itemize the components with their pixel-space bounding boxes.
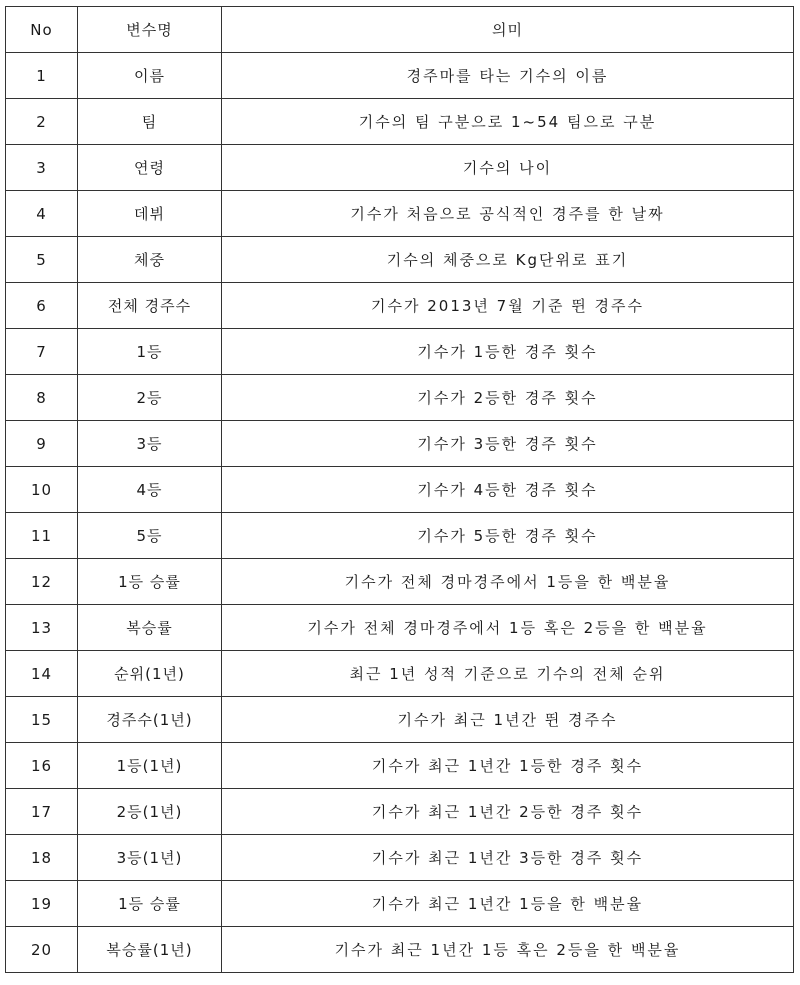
table-row xyxy=(6,191,794,237)
variable-name-cell: 3등 xyxy=(78,421,222,467)
meaning-cell: 기수가 5등한 경주 횟수 xyxy=(222,513,794,559)
meaning-cell: 기수가 2등한 경주 횟수 xyxy=(222,375,794,421)
variable-name-cell: 경주수(1년) xyxy=(78,697,222,743)
header-variable: 변수명 xyxy=(78,7,222,53)
variable-name-cell: 이름 xyxy=(78,53,222,99)
table-body xyxy=(6,53,794,973)
variable-name-cell: 복승률(1년) xyxy=(78,927,222,973)
meaning-cell: 경주마를 타는 기수의 이름 xyxy=(222,53,794,99)
row-number-cell: 13 xyxy=(6,605,78,651)
variable-definition-table-container xyxy=(5,6,793,973)
table-header-row xyxy=(6,7,794,53)
meaning-cell: 기수가 최근 1년간 2등한 경주 횟수 xyxy=(222,789,794,835)
row-number-cell: 10 xyxy=(6,467,78,513)
header-meaning: 의미 xyxy=(222,7,794,53)
variable-name-cell: 2등(1년) xyxy=(78,789,222,835)
meaning-cell: 기수가 1등한 경주 횟수 xyxy=(222,329,794,375)
variable-name-cell: 연령 xyxy=(78,145,222,191)
row-number-cell: 12 xyxy=(6,559,78,605)
table-row xyxy=(6,559,794,605)
row-number-cell: 18 xyxy=(6,835,78,881)
variable-name-cell: 5등 xyxy=(78,513,222,559)
row-number-cell: 8 xyxy=(6,375,78,421)
meaning-cell: 기수가 2013년 7월 기준 뛴 경주수 xyxy=(222,283,794,329)
meaning-cell: 기수가 3등한 경주 횟수 xyxy=(222,421,794,467)
table-row xyxy=(6,421,794,467)
table-row xyxy=(6,789,794,835)
table-row xyxy=(6,237,794,283)
variable-name-cell: 4등 xyxy=(78,467,222,513)
meaning-cell: 기수가 처음으로 공식적인 경주를 한 날짜 xyxy=(222,191,794,237)
table-row xyxy=(6,513,794,559)
table-row xyxy=(6,375,794,421)
table-row xyxy=(6,743,794,789)
row-number-cell: 3 xyxy=(6,145,78,191)
row-number-cell: 7 xyxy=(6,329,78,375)
meaning-cell: 최근 1년 성적 기준으로 기수의 전체 순위 xyxy=(222,651,794,697)
variable-name-cell: 체중 xyxy=(78,237,222,283)
meaning-cell: 기수가 최근 1년간 뛴 경주수 xyxy=(222,697,794,743)
variable-name-cell: 1등 승률 xyxy=(78,559,222,605)
row-number-cell: 2 xyxy=(6,99,78,145)
table-row xyxy=(6,99,794,145)
row-number-cell: 14 xyxy=(6,651,78,697)
table-row xyxy=(6,283,794,329)
variable-name-cell: 1등(1년) xyxy=(78,743,222,789)
meaning-cell: 기수의 팀 구분으로 1~54 팀으로 구분 xyxy=(222,99,794,145)
table-row xyxy=(6,53,794,99)
variable-name-cell: 2등 xyxy=(78,375,222,421)
table-row xyxy=(6,329,794,375)
variable-definition-table xyxy=(5,6,794,973)
table-row xyxy=(6,881,794,927)
table-row xyxy=(6,927,794,973)
row-number-cell: 20 xyxy=(6,927,78,973)
table-row xyxy=(6,697,794,743)
row-number-cell: 5 xyxy=(6,237,78,283)
variable-name-cell: 1등 승률 xyxy=(78,881,222,927)
row-number-cell: 9 xyxy=(6,421,78,467)
row-number-cell: 15 xyxy=(6,697,78,743)
variable-name-cell: 복승률 xyxy=(78,605,222,651)
table-row xyxy=(6,651,794,697)
header-no: No xyxy=(6,7,78,53)
meaning-cell: 기수가 최근 1년간 1등한 경주 횟수 xyxy=(222,743,794,789)
row-number-cell: 1 xyxy=(6,53,78,99)
table-row xyxy=(6,145,794,191)
meaning-cell: 기수가 최근 1년간 3등한 경주 횟수 xyxy=(222,835,794,881)
variable-name-cell: 팀 xyxy=(78,99,222,145)
variable-name-cell: 3등(1년) xyxy=(78,835,222,881)
variable-name-cell: 순위(1년) xyxy=(78,651,222,697)
meaning-cell: 기수가 최근 1년간 1등을 한 백분율 xyxy=(222,881,794,927)
meaning-cell: 기수의 나이 xyxy=(222,145,794,191)
meaning-cell: 기수가 최근 1년간 1등 혹은 2등을 한 백분율 xyxy=(222,927,794,973)
meaning-cell: 기수의 체중으로 Kg단위로 표기 xyxy=(222,237,794,283)
meaning-cell: 기수가 전체 경마경주에서 1등 혹은 2등을 한 백분율 xyxy=(222,605,794,651)
row-number-cell: 17 xyxy=(6,789,78,835)
row-number-cell: 19 xyxy=(6,881,78,927)
row-number-cell: 11 xyxy=(6,513,78,559)
meaning-cell: 기수가 4등한 경주 횟수 xyxy=(222,467,794,513)
row-number-cell: 16 xyxy=(6,743,78,789)
variable-name-cell: 데뷔 xyxy=(78,191,222,237)
row-number-cell: 6 xyxy=(6,283,78,329)
variable-name-cell: 전체 경주수 xyxy=(78,283,222,329)
meaning-cell: 기수가 전체 경마경주에서 1등을 한 백분율 xyxy=(222,559,794,605)
row-number-cell: 4 xyxy=(6,191,78,237)
table-row xyxy=(6,835,794,881)
table-row xyxy=(6,467,794,513)
table-row xyxy=(6,605,794,651)
variable-name-cell: 1등 xyxy=(78,329,222,375)
